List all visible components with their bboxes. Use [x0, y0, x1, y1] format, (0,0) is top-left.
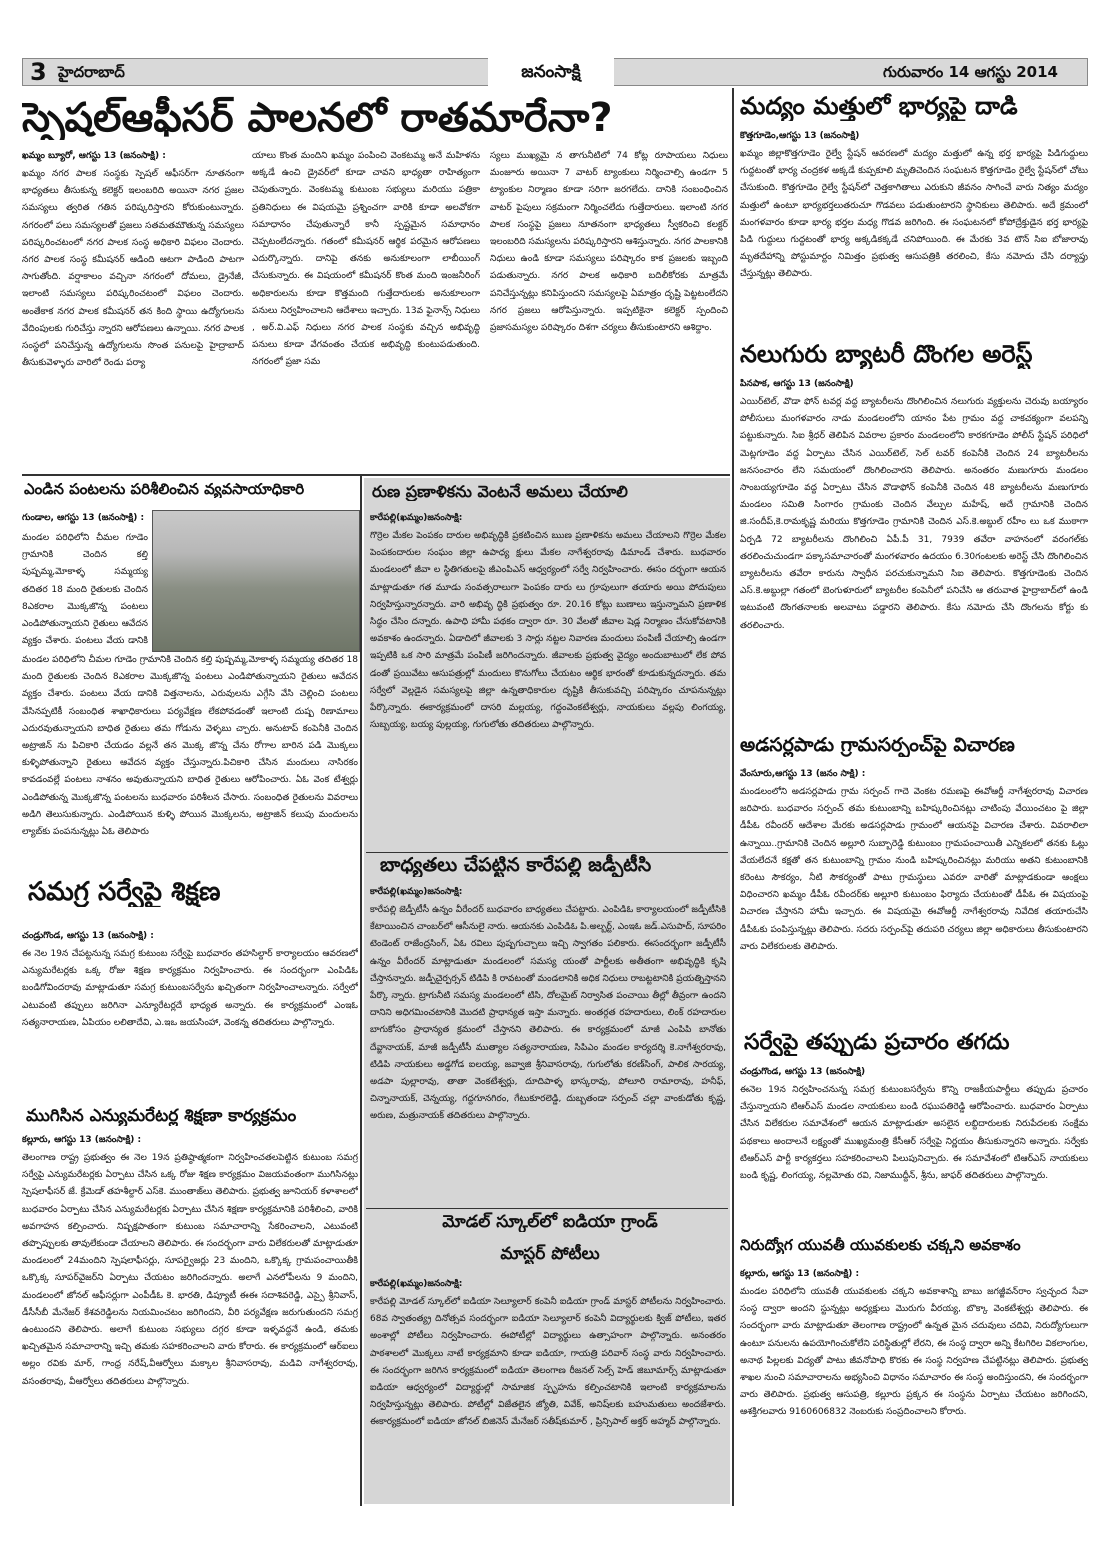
- lead-dateline: ఖమ్మం బ్యూరో, ఆగస్టు 13 (జనంసాక్షి) :: [22, 151, 166, 161]
- lead-headline: స్పెషల్‌ఆఫీసర్‌ పాలనలో రాతమారేనా?: [22, 96, 613, 140]
- liquor-dateline: కొత్తగూడెం,ఆగస్టు 13 (జనంసాక్షి): [740, 131, 860, 141]
- sarpanch-dateline: వేంసూరు,ఆగస్టు 13 (జనం సాక్షి) :: [740, 769, 866, 779]
- block-divider: [366, 852, 728, 853]
- lead-column-2: యాలు కొంత మందిని ఖమ్మం పంపించి వెంకటమ్మ అనే మహిళను అక్కడే ఉంచి డ్రైవర్‌లో కూడా చావని భాధ్యతా రాహిత్యంగా చెపుతున్నారు. వెంకటమ్మ కుటుంబ సభ్యులు మరియు పత్రికా ప్రతినిధులు ఈ విషయమై ప్రశ్నించగా వారికి కూడా అలవోకగా సమాధానం చేపుతున్నారే కానీ స్పష్టమైన సమాధానం చెప్పటంలేదన్నారు. గతంలో కమీషనర్‌ ఆర్థిక పరమైన ఆరోపణలు ఎదుర్కొన్నారు. దానిపై తనకు అనుకూలంగా లాబీయింగ్‌ చేసుకున్నారు. ఈ విషయంలో కమీషనర్‌ కొంత మంది ఇంజనీరింగ్‌ అధికారులను కూడా కొత్తమంది గుత్తేదారులకు అనుకూలంగా పనులు నిర్వహించాలని ఆదేశాలు ఇచ్చారు. 13వ ఫైనాన్స్‌ నిధులు , అర్‌.వి.ఎఫ్‌ నిధులు నగర పాలక సంస్థకు వచ్చిన అభివృద్ధి పనులు కూడా వేగవంతం చేయక అభివృద్ది కుంటుపడుతుంది. నగరంలో ప్రజా సమ: [252, 151, 480, 368]
- jobs-headline: నిరుద్యోగ యువతీ యువకులకు చక్కని అవకాశం: [740, 1236, 1021, 1254]
- newspaper-logo: జనంసాక్షి: [488, 55, 614, 89]
- column-divider: [732, 88, 734, 1506]
- survey-training-dateline: చండ్రుగొండ, ఆగస్టు 13 (జనంసాక్షి) :: [22, 931, 154, 941]
- section-divider: [22, 474, 730, 476]
- model-school-text: కారేపల్లి మోడల్‌ స్కూల్‌లో ఐడియా సెల్యూలార్‌ కంపెనీ ఐడియా గ్రాండ్‌ మాస్టర్‌ పోటీలను నిర్వహించారు. 68వ స్వాతంత్య్ర దినోత్సవ సందర్భంగా ఐడియా సెల్యూలార్‌ కంపెనీ విద్యార్థులకు క్విజ్‌ పోటీలు, ఇతర అంశాల్లో పోటీలు నిర్వహించారు. ఈపోటీల్లో విద్యార్థులు ఉత్సాహంగా పాల్గొన్నారు. అనంతరం పాఠశాలలో మొక్కలు నాటే కార్యక్రమాని కూడా ఐడియా, గాయత్రి పరివార్‌ సంస్థ వారు నిర్వహించారు. ఈ సందర్భంగా జరిగిన కార్యక్రమంలో ఐడియా తెలంగాణ రీజనల్‌ సెల్స్‌ హెడ్‌ జిబూమార్స్‌ మాట్లాడుతూ ఐడియా ఆధ్వర్యంలో విద్యార్థుల్లో సామాజిక స్పృహను కల్పించటానికి ఇలాంటి కార్యక్రమాలను నిర్వహిస్తున్నట్లు తెలిపారు. పోటీల్లో విజేతలైన జ్యోతి, వివేక్‌, అనిష్‌లకు బహుమతులు అందజేశారు. ఈకార్యక్రమంలో ఐడియా జోనల్‌ బిజినెస్‌ మేనేజర్‌ సతీష్‌కుమార్‌ , ప్రిన్సిపాల్‌ అక్తర్‌ అహ్మద్‌ పాల్గొన్నారు.: [370, 1297, 726, 1428]
- farm-text: మండల పరిధిలోని చీమల గూడెం గ్రామానికి చెందిన కల్తి పుష్పమ్మ,మోకాళ్ళ సమ్మయ్య తదితర 18 మంది రైతులకు చెందిన 8ఎకరాల మొక్కజొన్న పంటలు ఎండిపోతున్నాయని రైతులు ఆవేదన వ్యక్తం చేశారు. పంటలు వేయ డానికి విత్తనాలను, ఎరువులను ఎగ్గేసి వేసి చెల్లించి పంటలు వేసినప్పటికీ సంబంధిత శాఖాధికారులు పర్యవేక్షణ లేకపోవడంతో ఇలాంటి దుష్ప రిణామాలు ఎదురవుతున్నాయని బాధిత రైతులు తమ గోడును వెళ్ళబు చ్చారు. అనుటాప్‌ కంపెనీకి చెందిన అట్రాజిన్‌ ను పిచికారి చేయడం వల్లనే తన మొక్క జొన్న చేను రోగాల బారిన పడి మొక్కలు కుళ్ళిపోతున్నాని రైతులు ఆవేదన వ్యక్తం చేస్తున్నారు.పిచికారి చేసిన మందులు నాసిరకం కావడంవల్లే పంటలు నాశనం అవుతున్నాయని బాధిత రైతులు ఆరోపించారు. ఏఓ వెంక టేశ్వర్లు ఎండిపోతున్న మొక్కజొన్న పంటలను బుధవారం పరిశీలన చేసారు. సంబంధిత రైతులను వివరాలు అడిగి తెలుసుకున్నారు. ఎండిపోయిన కుళ్ళి పోయిన మొక్కలను, అట్రాజిన్‌ కలుపు మందులను ల్యాబ్‌కు పంపనున్నట్లు ఏఓ తెలిపారు: [22, 655, 358, 838]
- farm-text-wrap: మండల పరిధిలోని చీమల గూడెం గ్రామానికి చెందిన కల్తి పుష్పమ్మ,మోకాళ్ళ సమ్మయ్య తదితర 18 మంది రైతులకు చెందిన 8ఎకరాల మొక్కజొన్న పంటలు ఎండిపోతున్నాయని రైతులు ఆవేదన వ్యక్తం చేశారు. పంటలు వేయ డానికి: [22, 533, 148, 647]
- block-divider: [366, 1208, 728, 1209]
- model-school-dateline: కారేపల్లి(ఖమ్మం)జనంసాక్షి:: [370, 1279, 463, 1289]
- section-city: హైదరాబాద్: [58, 63, 125, 81]
- propaganda-text: ఈనెల 19న నిర్వహించనున్న సమగ్ర కుటుంబసర్వేను కొన్ని రాజకీయపార్టీలు తప్పుడు ప్రచారం చేస్తున్నాయని టిఆర్‌ఎస్‌ మండల నాయకులు బండి రఘుపతిరెడ్డి ఆరోపించారు. బుధవారం ఏర్పాటు చేసిన విలేకరుల సమావేశంలో ఆయన మాట్లాడుతూ అసలైన లబ్దిదారులకు నిరుపేదలకు సంక్షేమ పథకాలు అందాలనే లక్ష్యంతో ముఖ్యమంత్రి కేసీఆర్‌ సర్వేపై నిర్ణయం తీసుకున్నారని అన్నారు. సర్వేకు టిఆర్‌ఎస్‌ పార్టీ కార్యకర్తలు సహకరించాలని పిలుపునిచ్చారు. ఈ సమావేశంలో టిఆర్‌ఎస్‌ నాయకులు బండి కృష్ణ, లింగయ్య, నల్లమోతు రవి, నిజాముద్దీన్‌, శ్రీను, జాఫర్‌ తదితరులు పాల్గొన్నారు.: [740, 1085, 1088, 1182]
- jobs-text: మండల పరిధిలోని యువతీ యువకులకు చక్కని అవకాశాన్ని బాబు జగజ్జీవన్‌రాం స్వచ్ఛంద సేవా సంస్థ ద్వారా అందని స్టున్నట్లు అధ్యక్షులు మొరుగు వీరయ్య, బొక్కా వెంకటేశ్వర్లు తెలిపారు. ఈ సందర్భంగా వారు మాట్లాడుతూ తెలంగాణ రాష్ట్రంలో ఉన్నత మైన చదువులు చదివి, నిరుద్యోగులుగా ఉంటూ పనులను ఉపయోగించుకోలేని పరిస్థితుల్లో లేరని, ఈ సంస్థ ద్వారా అన్ని కేటగిరిల వికలాంగుల, అనాథ పిల్లలకు విద్యతో పాటు జీవనోపాధి కొరకు ఈ సంస్థ నిర్వహణ చేపట్టినట్లు తెలిపారు. ప్రభుత్వ శాఖల నుంచి సమాచారాలను అభ్యసించి విధానం సమాచారం ఈ సంస్థ అందిస్తుందని, ఈ సందర్భంగా వారు తెలిపారు. ప్రభుత్వ ఆసుపత్రి, కల్లూరు ప్రక్కన ఈ సంస్థను ఏర్పాటు చేయటం జరిగిందని, ఆశక్తిగలవారు 9160606832 నెంబరుకు సంప్రదించాలని కోరారు.: [740, 1287, 1088, 1418]
- zptc-dateline: కారేపల్లి(ఖమ్మం)జనంసాక్షి:: [370, 887, 463, 897]
- loan-waiver-headline: రుణ ప్రణాళికను వెంటనే అమలు చేయాలి: [372, 482, 628, 501]
- liquor-text: ఖమ్మం జిల్లాకొత్తగూడెం రైల్వే స్టేషన్‌ ఆవరణలో మద్యం మత్తులో ఉన్న భర్త భార్యపై పిడిగుద్దులు గుద్దటంతో భార్య చంద్రకళ అక్కడే కుప్పకూలి మృతిచెందిన సంఘటన కొత్తగూడెం రైల్వే స్టేషన్‌లో చోటు చేసుకుంది. కొత్తగూడెం రైల్వే స్టేషన్‌లో చెత్తకాగితాలు ఎరుకుని జీవనం సాగించే వారు నిత్యం మద్యం మత్తులో ఉంటూ భార్యభర్తలుతరుచూ గొడవలు పడుతుంటారని స్థానికులు తెలిపారు. అదే క్రమంలో మంగళవారం కూడా భార్య భర్తల మధ్య గొడవ జరిగింది. ఈ సంఘటనలో కోపోద్రేక్తుడైన భర్త భార్యపై పిడి గుద్దులు గుద్దటంతో భార్య అక్కడికక్కడే చనిపోయింది. ఈ మేరకు 3వ టౌన్‌ సిఐ బోజారావు మృతదేహాన్ని పోస్టుమార్టం నిమిత్తం ప్రభుత్వ ఆసుపత్రికి తరలించి, కేసు నమోదు చేసి దర్యాప్తు చేస్తున్నట్లు తెలిపారు.: [740, 149, 1088, 280]
- model-school-headline-line1: మోడల్‌ స్కూల్‌లో ఐడియా గ్రాండ్‌: [442, 1212, 658, 1232]
- farm-dateline: గుండాల, ఆగస్టు 13 (జనంసాక్షి) :: [22, 513, 145, 523]
- enumerators-dateline: కల్లూరు, ఆగస్టు 13 (జనంసాక్షి) :: [22, 1135, 142, 1145]
- enumerators-text: తెలంగాణ రాష్ట్ర ప్రభుత్వం ఈ నెల 19న ప్రతిష్ఠాత్మకంగా నిర్వహించతలపెట్టిన కుటుంబ సమగ్ర సర్వేపై ఎన్యుమరేటర్లకు ఏర్పాటు చేసిన ఒక్క రోజు శిక్షణ కార్యక్రమం విజయవంతంగా ముగిసినట్లు స్పెషలాఫీసర్‌ జే. క్రేమెడా్‌ తహశీల్దార్‌ ఎస్‌కె. ముంతాజ్‌లు తెలిపారు. ప్రభుత్వ జూనియర్‌ కళాశాలలో బుధవారం ఏర్పాటు చేసిన ఎన్యుమరేటర్లకు ఏర్పాటు చేసిన శిక్షణా కార్యక్రమానికి పరిశీలించి, వారికి అవగాహన కల్పించారు. నిష్పక్షపాతంగా కుటుంబ సమాచారాన్ని సేకరించాలని, ఎటువంటి తప్పొప్పులకు తావులేకుండా చేయాలని తెలిపారు. ఈ సందర్భంగా వారు విలేకరులతో మాట్లాడుతూ మండలంలో 24మందిని స్పెషలాఫీసర్లు, సూపర్వైజర్లు 23 మందిని, ఒక్కొక్క గ్రామపంచాయితీకి ఒక్కొక్క సూపర్‌వైజర్‌ని ఏర్పాటు చేయటం జరిగిందన్నారు. అలాగే ఎనలోపీలను 9 మందిని, మండలంలో జోనల్‌ ఆఫీసర్లుగా ఎంపీడీఓ కె. భారతి, డిప్యూటీ ఈఈ సదాశివరెడ్డి, ఎస్పై శ్రీనివాస్‌, డీసీసీబీ మేనేజర్‌ కేశవరెడ్డిలను నియమించటం జరిగిందని, వీరి పర్యవేక్షణ జరుగుతుందని సమగ్ర ఉంటుందని తెలిపారు. అలాగే కుటుంబ సభ్యులు దగ్గర కూడా ఇళ్ళవద్దనే ఉండి, తమకు ఖచ్చితమైన సమాచారాన్ని ఇచ్చి తమకు సహకరించాలని వారు కోరారు. ఈ కార్యక్రమంలో ఆర్‌ఐలు అల్లం రవికు మార్‌, గాంధ్ర నరేష్‌,వీఆర్వోలు మక్కాల శ్రీనివాసరావు, మడివి నాగేశ్వరరావు, వసంతరావు, వీఆర్వోలు తదితరులు పాల్గొన్నారు.: [22, 1153, 358, 1387]
- zptc-headline: బాధ్యతలు చేపట్టిన కారేపల్లి జడ్పీటీసి: [380, 854, 652, 876]
- loan-waiver-text: గొర్రెల మేకల పెంపకం దారుల అభివృద్ధికి ప్రకటించిన ఋణ ప్రణాళికను అమలు చేయాలని గొర్రెల మేకల పెంపకందారుల సంఘం జిల్లా ఉపాధ్య క్షులు మేకల నాగేశ్వరరావు డిమాండ్‌ చేశారు. బుధవారం మండలంలో జీవా ల స్థితిగతులపై జీఎంపిఎస్‌ ఆధ్వర్యంలో సర్వే నిర్వహించారు. ఈసం దర్భంగా ఆయన మాట్లాడుతూ గత మూడు సంవత్సరాలుగా పెంపకం దారు లు గ్రూపులుగా తయారు అయి పోదుపులు నిర్వహిస్తున్నారన్నారు. వారి అభివృ ద్ధికి ప్రభుత్వం రూ. 20.16 కోట్లు బుణాలు ఇస్తున్నామని ప్రణాళిక సిద్ధం చేసిం దన్నారు. ఉపాధి హామీ పథకం ద్వారా రూ. 30 వేలతో జీవాల షెడ్ల నిర్మాణం చేసుకోవటానికి అవకాశం ఉందన్నారు. ఏడాదిలో జీవాలకు 3 సార్లు నట్టల నివారణ మందులు పంపిణీ చేయాల్సి ఉండగా ఇప్పటికి ఒక సారి మాత్రమే పంపిణీ జరిగిందన్నారు. జీవాలకు ప్రభుత్వ వైద్యం అందుబాటులో లేక పోవ డంతో ప్రయివేటు ఆసుపత్రుల్లో మందులు కొనుగోలు చేయటం ఆర్థిక భారంతో కూడుకున్నదన్నారు. తమ సర్వేలో వెల్లడైన సమస్యలపై జిల్లా ఉన్నతాధికారుల దృష్టికి తీసుకువచ్చి పరిష్కారం చూపనున్నట్లు పేర్కొన్నారు. ఈకార్యక్రమంలో దాసరి మల్లయ్య, గద్దంవెంకటేశ్వర్లు, నాయకులు వల్లపు లింగయ్య, సుబ్బయ్య, బయ్య పుల్లయ్య, గుగులోతు తదితరులు పాల్గొన్నారు.: [370, 531, 726, 731]
- model-school-headline-line2: మాస్టర్‌ పోటీలు: [500, 1244, 600, 1264]
- liquor-headline: మద్యం మత్తులో భార్యపై దాడి: [740, 92, 1018, 120]
- jobs-dateline: కల్లూరు, ఆగస్టు 13 (జనంసాక్షి) :: [740, 1269, 860, 1279]
- battery-dateline: పినపాక, ఆగస్టు 13 (జనంసాక్షి): [740, 379, 854, 389]
- zptc-text: కారేపల్లి జెడ్పీటీసీ ఉన్నం వీరేందర్‌ బుధవారం బాధ్యతలు చేపట్టారు. ఎంపిడిఓ కార్యాలయంలో జడ్పీటీసికి కేటాయించిన చాంబర్‌లో ఆసీనులై నారు. ఆయనకు ఎంపిడిఓ పి.అల్బర్ట్‌, ఎంఇఓ జడ్‌.ఎసుపాద్‌, సూపరిం టెండెంట్‌ రాజేంద్రసింగ్‌, ఏఓ రవిలు పుష్పగుచ్చాలు ఇచ్చి స్వాగతం పలికారు. ఈసందర్భంగా జడ్పీటీసీ ఉన్నం వీరేందర్‌ మాట్లాడుతూ మండలంలో సమస్య యంతో పార్టీలకు అతీతంగా అభివృద్ధికి కృషి చేస్తానన్నారు. జడ్పీచైర్పర్సన్‌ టిడిపి కి రావటంతో మండలానికి అధిక నిధులు రాబట్టటానికి ప్రయత్నిస్తానని పేర్కొ న్నారు. ట్రాగునీటి సమస్య మండలంలో టిసి, దోలమైట్‌ నిర్వాసిత పంచాయి తీల్లో తీవ్రంగా ఉందని దానిని అధిగమించటానికి మొదటి ప్రాధాన్యత ఇస్తా మన్నారు. అంతర్గత రహదారులు, లింక్‌ రహదారుల బాగుకోసం ప్రాధాన్యత క్రమంలో చేస్తానని తెలిపారు. ఈ కార్యక్రమంలో మాజీ ఎంపిపి బానోతు దేవ్జానాయక్‌, మాజీ జడ్పీటీసీ ముత్యాల సత్యనారాయణ, సిపిఎం మండల కార్యదర్శి కె.నాగేశ్వరరావు, టిడిపి నాయకులు అడ్డగోడ ఐలయ్య, జవ్వాజి శ్రీనివాసరావు, గుగులోతు కరణ్‌సింగ్‌, పాలిక సారయ్య, అడపా పుల్లారావు, తాతా వెంకటేశ్వర్లు, దూదిపాళ్ళ భాస్కరావు, పోలూరి రామారావు, హనీఫ్‌, చిన్నానాయక్‌, చెన్నయ్య, గద్దగూనగిరం, గేటుకూరలెడ్డి, దుబ్బతండా సర్పంచ్‌ చల్లా వాంకుడోతు కృష్ణ, అరుణ, మత్రునాయక్‌ తదితరులు పాల్గొన్నారు.: [370, 905, 726, 1122]
- battery-text: ఎయిర్‌టెల్‌, వొడా ఫోన్‌ టవర్ల వద్ద బ్యాటరీలను దొంగిలించిన నలుగురు వ్యక్తులను చెరువు బయ్యారం పోలీసులు మంగళవారం నాడు మండలంలోని యానం పేట గ్రామం వద్ద చాకచక్యంగా వలపన్ని పట్టుకున్నారు. సిఐ శ్రీధర్‌ తెలిపిన వివరాల ప్రకారం మండలంలోని కారకగూడెం పోలీస్‌ స్టేషన్‌ పరిధిలో మెట్లగూడెం వద్ద ఏర్పాటు చేసిన ఎయిర్‌టెల్‌, సెల్‌ టవర్‌ కంపెనీకి చెందిన 24 బ్యాటరీలను జనసంచారం లేని సమయంలో దొంగిలించారని తెలిపారు. అనంతరం మణుగూరు మండలం సాంబయ్యగూడెం వద్ద ఏర్పాటు చేసిన వొడాఫోన్‌ కంపెనీకి చెందిన 48 బ్యాటరీలను మణుగూరు మండలం సమితి సింగారం గ్రామంకు చెందిన వేల్పుల మహేష్‌, అదే గ్రామానికి చెందిన జి.సందీప్‌,కె.రామకృష్ణ మరియు కొత్తగూడెం గ్రామానికి చెందిన ఎస్‌.కె.అబ్దుల్‌ రహీం లు ఒక ముఠాగా ఏర్పడి 72 బ్యాటరీలను దొంగిలించి ఏపీ.పీ 31, 7939 తవేరా వాహనంలో వరంగల్‌కు తరలించుచుండగా పక్కాసమాచారంతో మంగళవారం ఉదయం 6.30గంటలకు అరెస్ట్‌ చేసి దొంగిలించిన బ్యాటరీలను తవేరా కారును స్వాధీన పరచుకున్నామని సిఐ తెలిపారు. కొత్తగూడెంకు చెందిన ఎస్‌.కె.అబ్దుల్లా గతంలో బెంగుళూరులో బ్యాటరీల కంపెనీలో పనిచేసి ఆ తరువాత హైద్రాబాద్‌లో ఉండి ఇటువంటి దొంగతనాలకు అలవాటు పడ్డారని తెలిపారు. కేసు నమోదు చేసి దొంగలను కోర్టు కు తరలించారు.: [740, 397, 1088, 631]
- farm-headline: ఎండిన పంటలను పరిశీలించిన వ్యవసాయాధికారి: [24, 480, 305, 498]
- farm-field-photo: [152, 510, 360, 652]
- battery-headline: నలుగురు బ్యాటరీ దొంగల అరెస్ట్‌: [740, 340, 1033, 368]
- enumerators-headline: ముగిసిన ఎన్యుమరేటర్ల శిక్షణా కార్యక్రమం: [26, 1106, 297, 1126]
- loan-waiver-dateline: కారేపల్లి(ఖమ్మం)జనంసాక్షి:: [370, 513, 463, 523]
- column-divider: [360, 476, 362, 1506]
- propaganda-dateline: చండ్రుగొండ, ఆగస్టు 13 (జనంసాక్షి): [740, 1067, 866, 1077]
- survey-training-headline: సమగ్ర సర్వేపై శిక్షణ: [28, 878, 221, 907]
- lead-column-3: స్యలు ముఖ్యమై న తాగునీటిలో 74 కోట్ల రూపాయలు నిధులు మంజూరు అయినా 7 వాటర్‌ ట్యాంకులు నిర్మించాల్సి ఉండగా 5 ట్యాంకుల నిర్మాణం కూడా సరిగా జరగలేదు. దానికి సంబంధించిన వాటర్‌ పైపులు సక్రమంగా నిర్మించలేదు గుత్తేదారులు. ఇలాంటి నగర పాలక సంస్థపై ప్రజలు నూతనంగా భాధ్యతలు స్వీకరించి కలక్టర్‌ ఇలంబరిది సమస్యలను పరిష్కరిస్తారని ఆశిస్తున్నారు. నగర పాలకానికి నిధులు ఉండి కూడా సమస్యలు పరిష్కారం కాక ప్రజలకు ఇబ్బంది పడుతున్నారు. నగర పాలక అధికారి బదిలీకోరకు మాత్రమే పనిచేస్తున్నట్లు కనిపిస్తుందని సమస్యలపై ఏమాత్రం దృష్టి పెట్టటంలేదని నగర ప్రజలు ఆరోపిస్తున్నారు. ఇప్పటికైనా కలెక్టర్‌ స్పందించి ప్రజాసమస్యల పరిష్కారం దిశగా చర్యలు తీసుకుంటారని ఆశిద్దాం.: [490, 151, 728, 334]
- propaganda-headline: సర్వేపై తప్పుడు ప్రచారం తగదు: [744, 1030, 1010, 1055]
- sarpanch-text: మండలంలోని అడసర్లపాడు గ్రామ సర్పంచ్‌ గాదె వెంకట రమణపై ఈవోఆర్డీ నాగేశ్వరరావు విచారణ జరిపారు. బుధవారం సర్పంచ్‌ తమ కుటుంబాన్ని బహిష్కరించినట్లు చాటింపు వేయించటం పై జిల్లా డీపీఓ రవీందర్‌ ఆదేశాల మేరకు అడసర్లపాడు గ్రామంలో ఆయనపై విచారణ చేశారు. వివరాలిలా ఉన్నాయి..గ్రామానికి చెందిన అల్లూరి సుబ్బారెడ్డి కుటుంబం గ్రామపంచాయితీ ఎన్నికలలో తనకు ఓట్లు వేయలేదనే కక్షతో తన కుటుంబాన్ని గ్రామం నుండి బహిష్కరించినట్లు మరియు అతని కుటుంబానికి కరెంటు సౌకర్యం, నీటి సౌకర్యంతో పాటు గ్రామస్థులు ఎవరూ వారితో మాట్లాడకుండా ఆంక్షలు విధించారని ఖమ్మం డీపీఓ రవీందర్‌కు అల్లూరి కుటుంబం ఫిర్యాదు చేయటంతో డీపీఓ ఈ విషయంపై విచారణ చేస్తానని హామీ ఇచ్చారు. ఈ విషయమై ఈవోఆర్డీ నాగేశ్వరరావు నివేదిక తయారుచేసి డీపీఓకు పంపిస్తున్నట్లు తెలిపారు. సదరు సర్పంచ్‌పై తదుపరి చర్యలు జిల్లా అధికారులు తీసుకుంటారని వారు విలేకరులకు తెలిపారు.: [740, 787, 1088, 952]
- sarpanch-headline: అడసర్లపాడు గ్రామసర్పంచ్‌పై విచారణ: [740, 734, 1015, 756]
- page-number: 3: [30, 58, 47, 86]
- survey-training-text: ఈ నెల 19న చేపట్టనున్న సమగ్ర కుటుంబ సర్వేపై బుధవారం తహసిల్దార్‌ కార్యాలయం ఆవరణలో ఎన్యుమరేటర్లకు ఒక్క రోజు శిక్షణ కార్యక్రమం నిర్వహించారు. ఈ సందర్భంగా ఎంపిడిఓ బండిగోవిందరావు మాట్లాడుతూ సమగ్ర కుటుంబసర్వేను ఖచ్చితంగా నిర్వహించాలన్నారు. సర్వేలో ఎటువంటి తప్పులు జరిగినా ఎన్యూరేటర్లదే భాధ్యత అన్నారు. ఈ కార్యక్రమంలో ఎంఇఓ సత్యనారాయణ, ఏపియం లలితాదేవి, ఎ.ఇఒ జయసింహా, వెంకన్న తదితరులు పాల్గొన్నారు.: [22, 949, 358, 1028]
- issue-date: గురువారం 14 ఆగస్టు 2014: [883, 63, 1058, 81]
- lead-column-1: ఖమ్మం నగర పాలక సంస్థకు స్పెషల్‌ ఆఫీసర్‌గా నూతనంగా భాధ్యతలు తీసుకున్న కలెక్టర్‌ ఇలంబరిది అయినా నగర ప్రజల సమస్యలు త్వరిత గతిన పరిష్కరిస్తారని కోరుకుంటున్నారు. నగరంలో పలు సమస్యలతో ప్రజలు సతమతమౌతున్న సమస్యలు పరిష్కరించటంలో నగర పాలక సంస్థ అధికారి విఫలం చెందారు. నగర పాలక సంస్థ కమీషనర్‌ ఆడింది ఆటగా పాడింది పాటగా సాగుతోంది. వర్షాకాలం వచ్చినా నగరంలో దోమలు, డ్రైనేజీ, ఇలాంటి సమస్యలు పరిష్కరించటంలో విఫలం చెందారు. అంతేకాక నగర పాలక కమీషనర్‌ తన కింది స్థాయి ఉద్యోగులను వేదింపులకు గురిచేస్తు న్నారని ఆరోపణలు ఉన్నాయి. నగర పాలక సంస్థలో పనిచేస్తున్న ఉద్యోగులను సొంత పనులపై హైద్రాబాద్‌ తీసుకువెళ్ళారు వారిలో రెండు పర్యా: [22, 169, 244, 369]
